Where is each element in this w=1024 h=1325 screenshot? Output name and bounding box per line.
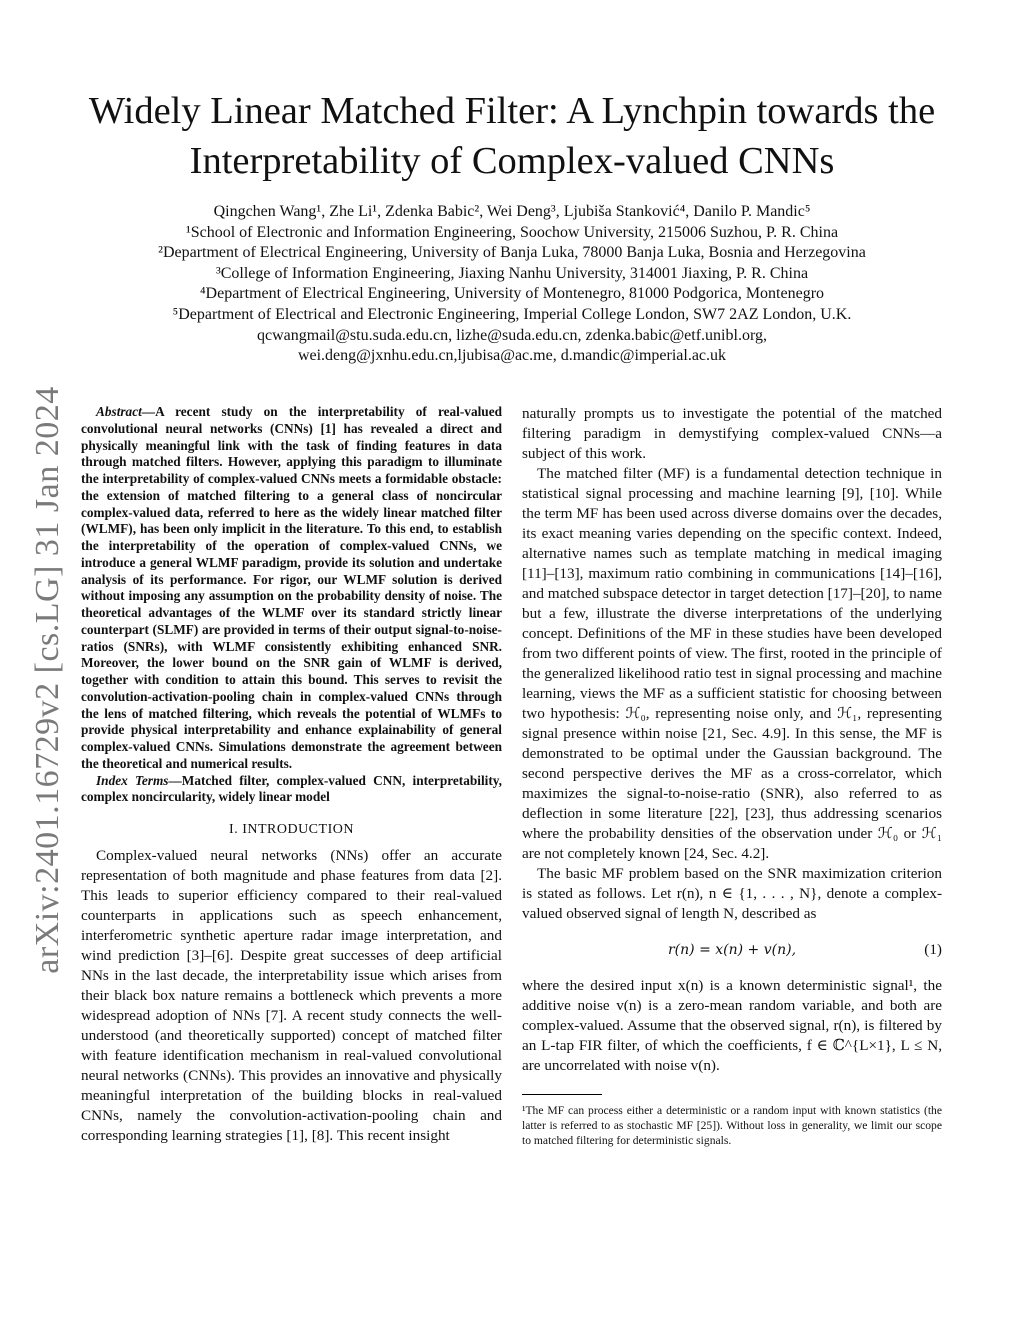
paragraph: naturally prompts us to investigate the potential of the matched filtering paradigm in demystifying complex-valued CNNs—a subject of this work. <box>522 405 942 462</box>
affiliation: ⁴Department of Electrical Engineering, University of Montenegro, 81000 Podgorica, Montenegro <box>199 285 825 303</box>
arxiv-sidebar <box>20 380 76 980</box>
affiliation: ³College of Information Engineering, Jiaxing Nanhu University, 314001 Jiaxing, P. R. China <box>215 264 809 282</box>
index-terms-label: Index Terms— <box>96 772 182 788</box>
author-emails[interactable]: wei.deng@jxnhu.edu.cn,ljubisa@ac.me, d.mandic@imperial.ac.uk <box>297 347 727 365</box>
abstract <box>81 404 502 773</box>
author-names: Qingchen Wang¹, Zhe Li¹, Zdenka Babic², Wei Deng³, Ljubiša Stanković⁴, Danilo P. Mandic⁵ <box>213 203 811 220</box>
affiliation: ¹School of Electronic and Information Engineering, Soochow University, 215006 Suzhou, P. R. China <box>185 223 839 241</box>
equation-number: (1) <box>924 941 942 958</box>
affiliation: ²Department of Electrical Engineering, University of Banja Luka, 78000 Banja Luka, Bosnia and Herzegovina <box>158 244 866 262</box>
abstract-text: A recent study on the interpretability of real-valued convolutional neural networks (CNNs) [1] has revealed a direct and physically meaningful link with the task of finding features in data through matched filters. However, applying this paradigm to illuminate the interpretability of complex-valued CNNs meets a formidable obstacle: the extension of matched filtering to a general class of noncircular complex-valued data, referred to here as the widely linear matched filter (WLMF), has been only implicit in the literature. To this end, to establish the interpretability of the operation of complex-valued CNNs, we introduce a general WLMF paradigm, provide its solution and undertake analysis of its performance. For rigor, our WLMF solution is derived without imposing any assumption on the probability density of noise. The theoretical advantages of the WLMF over its standard strictly linear counterpart (SLMF) are provided in terms of their output signal-to-noise-ratios (SNRs), with WLMF consistently exhibiting enhanced SNR. Moreover, the lower bound on the SNR gain of WLMF is derived, together with condition to attain this bound. This serves to revisit the convolution-activation-pooling chain in complex-valued CNNs through the lens of matched filtering, which reveals the potential of WLMFs to provide physical interpretability and enhance explainability of general complex-valued CNNs. Simulations demonstrate the agreement between the theoretical and numerical results. <box>81 404 502 771</box>
paragraph: The basic MF problem based on the SNR maximization criterion is stated as follows. Let r(n), n ∈ {1, . . . , N}, denote a complex-valued observed signal of length N, described as <box>522 865 942 922</box>
intro-paragraph: Complex-valued neural networks (NNs) offer an accurate representation of both magnitude and phase features from data [2]. This leads to superior efficiency compared to their real-valued counterparts in applications such as speech enhancement, interferometric synthetic aperture radar image interpretation, and wind prediction [3]–[6]. Despite great successes of deep artificial NNs in the last decade, the interpretability issue which arises from their black box nature remains a bottleneck which prevents a more widespread adoption of NNs [7]. A recent study connects the well-understood (and theoretically supported) concept of matched filter with feature identification mechanism in real-valued convolutional neural networks (CNNs). This provides an innovative and physically meaningful interpretation of the building blocks in real-valued CNNs, namely the convolution-activation-pooling chain and corresponding learning strategies [1], [8]. This recent insight <box>81 847 502 1144</box>
author-emails[interactable]: qcwangmail@stu.suda.edu.cn, lizhe@suda.edu.cn, zdenka.babic@etf.unibl.org, <box>257 326 767 344</box>
arxiv-identifier[interactable]: arXiv:2401.16729v2 [cs.LG] 31 Jan 2024 <box>29 386 66 974</box>
right-column <box>522 404 942 1148</box>
index-terms <box>81 773 502 807</box>
footnote-rule <box>522 1094 602 1095</box>
abstract-label: Abstract— <box>96 404 156 419</box>
paragraph: where the desired input x(n) is a known deterministic signal¹, the additive noise v(n) is a zero-mean random variable, and both are complex-valued. Assume that the observed signal, r(n), is filtered by an L-tap FIR filter, of which the coefficients, f ∈ ℂ^{L×1}, L ≤ N, are uncorrelated with noise v(n). <box>522 977 942 1074</box>
paper-title: Widely Linear Matched Filter: A Lynchpin towards the Interpretability of Complex-valued CNNs <box>88 90 936 182</box>
left-column <box>81 404 502 1146</box>
author-block <box>60 202 964 367</box>
affiliation: ⁵Department of Electrical and Electronic Engineering, Imperial College London, SW7 2AZ London, U.K. <box>172 305 852 323</box>
section-heading: I. INTRODUCTION <box>229 822 354 837</box>
paragraph: The matched filter (MF) is a fundamental detection technique in statistical signal processing and machine learning [9], [10]. While the term MF has been used across diverse domains over the decades, its exact meaning varies depending on the specific context. Indeed, alternative names such as template matching in medical imaging [11]–[13], maximum ratio combining in communications [14]–[16], and matched subspace detector in target detection [17]–[20], to name but a few, illustrate the diverse interpretations of the underlying concept. Definitions of the MF in these studies have been developed from two different points of view. The first, rooted in the principle of the generalized likelihood ratio test in signal processing and machine learning, views the MF as a sufficient statistic for choosing between two hypothesis: ℋ₀, representing noise only, and ℋ₁, representing signal presence within noise [21, Sec. 4.9]. In this sense, the MF is demonstrated to be optimal under the Gaussian background. The second perspective derives the MF as a cross-correlator, which maximizes the signal-to-noise-ratio (SNR), also referred to as deflection in some literature [22], [23], thus addressing scenarios where the probability densities of the observation under ℋ₀ or ℋ₁ are not completely known [24, Sec. 4.2]. <box>522 465 942 862</box>
footnote: ¹The MF can process either a deterministic or a random input with known statistics (the latter is referred to as stochastic MF [25]). Without loss in generality, we limit our scope to matched filtering for deterministic signals. <box>522 1104 942 1147</box>
equation-1 <box>522 930 942 970</box>
equation-body: r(n) = x(n) + v(n), <box>667 942 797 958</box>
index-terms-text: Matched filter, complex-valued CNN, interpretability, complex noncircularity, widely linear model <box>81 772 502 805</box>
